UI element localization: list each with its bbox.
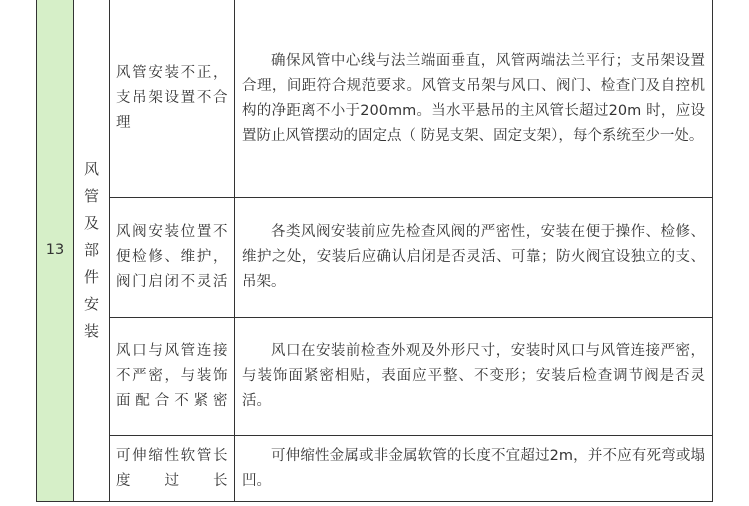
issue-cell — [110, 0, 235, 198]
category-label: 风管及部件安装 — [83, 160, 99, 340]
issue-text: 可伸缩性软管长度过长 — [116, 447, 228, 489]
issue-cell — [110, 436, 235, 502]
item-number: 13 — [37, 0, 74, 502]
issue-text: 风口与风管连接不严密，与装饰面配合不紧密 — [116, 343, 228, 409]
measure-text: 各类风阀安装前应先检查风阀的严密性，安装在便于操作、检修、维护之处，安装后应确认启闭是否灵活、可靠；防火阀宜设独立的支、吊架。 — [242, 224, 705, 290]
measure-cell — [235, 318, 713, 436]
table-row — [37, 318, 713, 436]
measure-cell — [235, 436, 713, 502]
issue-cell — [110, 318, 235, 436]
table-row — [37, 436, 713, 502]
issue-cell — [110, 198, 235, 318]
quality-issues-table — [36, 0, 713, 502]
measure-cell — [235, 0, 713, 198]
measure-cell — [235, 198, 713, 318]
table-row — [37, 198, 713, 318]
issue-text: 风阀安装位置不便检修、维护，阀门启闭不灵活 — [116, 224, 228, 290]
category-cell — [74, 0, 110, 502]
measure-text: 确保风管中心线与法兰端面垂直，风管两端法兰平行；支吊架设置合理，间距符合规范要求。风管支吊架与风口、阀门、检查门及自控机构的净距离不小于200mm。当水平悬吊的主风管长超过20m 时，应设置防止风管摆动的固定点（ 防晃支架、固定支架），每个系统至少一处。 — [242, 52, 705, 144]
measure-text: 风口在安装前检查外观及外形尺寸，安装时风口与风管连接严密， 与装饰面紧密相贴，表面应平整、不变形；安装后检查调节阀是否灵活。 — [242, 343, 705, 409]
table-row — [37, 0, 713, 198]
measure-text: 可伸缩性金属或非金属软管的长度不宜超过2m，并不应有死弯或塌凹。 — [242, 447, 705, 489]
issue-text: 风管安装不正，支吊架设置不合理 — [116, 65, 228, 131]
